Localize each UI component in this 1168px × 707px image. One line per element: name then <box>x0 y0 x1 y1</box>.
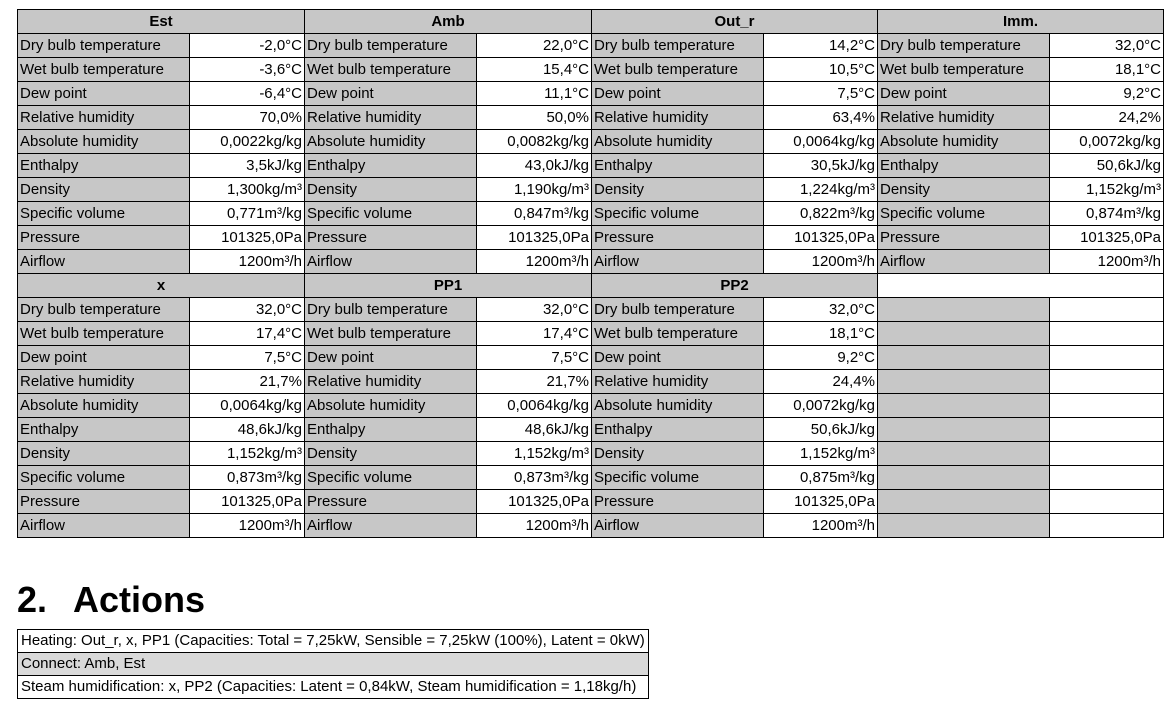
property-label: Specific volume <box>592 202 764 226</box>
property-value: 1200m³/h <box>190 250 305 274</box>
property-value: 9,2°C <box>1050 82 1164 106</box>
property-value: -2,0°C <box>190 34 305 58</box>
empty-cell <box>878 490 1050 514</box>
property-value: 0,0082kg/kg <box>477 130 592 154</box>
property-label: Specific volume <box>18 202 190 226</box>
property-label: Absolute humidity <box>592 394 764 418</box>
table-row <box>18 58 1164 82</box>
action-row <box>18 676 649 699</box>
point-name-header: Out_r <box>592 10 878 34</box>
property-label: Dry bulb temperature <box>18 298 190 322</box>
property-value: 15,4°C <box>477 58 592 82</box>
property-value: 32,0°C <box>190 298 305 322</box>
section-title: Actions <box>73 579 206 620</box>
property-label: Dry bulb temperature <box>592 298 764 322</box>
property-value: 0,874m³/kg <box>1050 202 1164 226</box>
property-value: 101325,0Pa <box>190 490 305 514</box>
empty-cell <box>1050 442 1164 466</box>
empty-cell <box>1050 418 1164 442</box>
property-value: 24,2% <box>1050 106 1164 130</box>
empty-cell <box>878 442 1050 466</box>
property-label: Specific volume <box>592 466 764 490</box>
empty-cell <box>1050 466 1164 490</box>
property-label: Relative humidity <box>18 106 190 130</box>
empty-cell <box>878 346 1050 370</box>
table-row <box>18 346 1164 370</box>
property-value: 0,0064kg/kg <box>764 130 878 154</box>
property-label: Relative humidity <box>878 106 1050 130</box>
property-value: 1,190kg/m³ <box>477 178 592 202</box>
property-value: 0,771m³/kg <box>190 202 305 226</box>
property-value: 50,6kJ/kg <box>764 418 878 442</box>
property-value: 1200m³/h <box>190 514 305 538</box>
point-name-header: PP2 <box>592 274 878 298</box>
property-value: 32,0°C <box>764 298 878 322</box>
property-value: 11,1°C <box>477 82 592 106</box>
empty-cell <box>1050 514 1164 538</box>
action-cell: Heating: Out_r, x, PP1 (Capacities: Total = 7,25kW, Sensible = 7,25kW (100%), Latent = 0kW) <box>18 630 649 653</box>
property-label: Dew point <box>305 346 477 370</box>
property-label: Airflow <box>305 514 477 538</box>
property-label: Absolute humidity <box>878 130 1050 154</box>
property-value: 0,875m³/kg <box>764 466 878 490</box>
property-label: Relative humidity <box>305 106 477 130</box>
property-label: Absolute humidity <box>305 130 477 154</box>
property-value: 70,0% <box>190 106 305 130</box>
property-label: Airflow <box>305 250 477 274</box>
property-value: 3,5kJ/kg <box>190 154 305 178</box>
empty-cell <box>1050 394 1164 418</box>
property-label: Relative humidity <box>592 370 764 394</box>
property-value: 43,0kJ/kg <box>477 154 592 178</box>
property-value: 0,0022kg/kg <box>190 130 305 154</box>
property-value: 10,5°C <box>764 58 878 82</box>
property-value: 21,7% <box>190 370 305 394</box>
property-label: Dew point <box>592 82 764 106</box>
property-label: Airflow <box>18 250 190 274</box>
table-row <box>18 106 1164 130</box>
property-value: 7,5°C <box>190 346 305 370</box>
psychrometric-points-table <box>17 9 1164 538</box>
property-label: Pressure <box>18 490 190 514</box>
property-value: 101325,0Pa <box>764 226 878 250</box>
property-value: 63,4% <box>764 106 878 130</box>
property-label: Enthalpy <box>592 418 764 442</box>
empty-cell <box>878 514 1050 538</box>
property-label: Pressure <box>18 226 190 250</box>
property-label: Dew point <box>18 82 190 106</box>
property-value: 101325,0Pa <box>477 226 592 250</box>
property-value: 0,847m³/kg <box>477 202 592 226</box>
property-value: 48,6kJ/kg <box>477 418 592 442</box>
property-label: Enthalpy <box>18 154 190 178</box>
property-value: 0,873m³/kg <box>477 466 592 490</box>
property-value: 1,152kg/m³ <box>764 442 878 466</box>
action-row <box>18 653 649 676</box>
point-name-header: PP1 <box>305 274 592 298</box>
property-label: Absolute humidity <box>18 130 190 154</box>
empty-cell <box>878 298 1050 322</box>
point-name-header: Imm. <box>878 10 1164 34</box>
point-header-row <box>18 274 1164 298</box>
point-name-header: Amb <box>305 10 592 34</box>
table-row <box>18 34 1164 58</box>
property-label: Relative humidity <box>18 370 190 394</box>
empty-cell <box>878 322 1050 346</box>
table-row <box>18 298 1164 322</box>
table-row <box>18 82 1164 106</box>
empty-cell <box>1050 490 1164 514</box>
property-value: 7,5°C <box>764 82 878 106</box>
action-cell: Connect: Amb, Est <box>18 653 649 676</box>
property-label: Dew point <box>878 82 1050 106</box>
property-value: 1,224kg/m³ <box>764 178 878 202</box>
property-value: 22,0°C <box>477 34 592 58</box>
empty-cell <box>878 394 1050 418</box>
property-value: 1,152kg/m³ <box>1050 178 1164 202</box>
property-value: 21,7% <box>477 370 592 394</box>
property-value: 1,300kg/m³ <box>190 178 305 202</box>
property-value: 0,822m³/kg <box>764 202 878 226</box>
table-row <box>18 466 1164 490</box>
property-label: Wet bulb temperature <box>592 58 764 82</box>
table-row <box>18 250 1164 274</box>
empty-cell <box>1050 370 1164 394</box>
table-row <box>18 178 1164 202</box>
property-label: Enthalpy <box>592 154 764 178</box>
property-value: 0,0064kg/kg <box>477 394 592 418</box>
property-label: Pressure <box>305 226 477 250</box>
property-label: Relative humidity <box>592 106 764 130</box>
property-value: 101325,0Pa <box>1050 226 1164 250</box>
empty-cell <box>878 274 1164 298</box>
property-value: 1200m³/h <box>477 514 592 538</box>
property-label: Relative humidity <box>305 370 477 394</box>
property-label: Dry bulb temperature <box>878 34 1050 58</box>
table-row <box>18 490 1164 514</box>
property-label: Pressure <box>878 226 1050 250</box>
property-value: -3,6°C <box>190 58 305 82</box>
property-value: 0,873m³/kg <box>190 466 305 490</box>
property-label: Wet bulb temperature <box>18 58 190 82</box>
property-label: Absolute humidity <box>18 394 190 418</box>
property-label: Density <box>18 442 190 466</box>
property-label: Wet bulb temperature <box>305 58 477 82</box>
property-label: Wet bulb temperature <box>878 58 1050 82</box>
table-row <box>18 322 1164 346</box>
property-label: Airflow <box>18 514 190 538</box>
property-value: 14,2°C <box>764 34 878 58</box>
property-label: Wet bulb temperature <box>592 322 764 346</box>
property-label: Wet bulb temperature <box>18 322 190 346</box>
property-value: 17,4°C <box>190 322 305 346</box>
property-label: Airflow <box>592 514 764 538</box>
action-cell: Steam humidification: x, PP2 (Capacities: Latent = 0,84kW, Steam humidification = 1,18kg/h) <box>18 676 649 699</box>
table-row <box>18 202 1164 226</box>
property-label: Enthalpy <box>878 154 1050 178</box>
section-number: 2. <box>17 579 48 620</box>
property-label: Dew point <box>592 346 764 370</box>
property-value: 1200m³/h <box>477 250 592 274</box>
empty-cell <box>1050 322 1164 346</box>
property-value: 50,0% <box>477 106 592 130</box>
property-label: Density <box>305 442 477 466</box>
table-row <box>18 394 1164 418</box>
property-value: 24,4% <box>764 370 878 394</box>
property-label: Enthalpy <box>305 154 477 178</box>
property-value: 1200m³/h <box>764 250 878 274</box>
property-label: Dry bulb temperature <box>305 34 477 58</box>
property-label: Dew point <box>305 82 477 106</box>
property-value: 50,6kJ/kg <box>1050 154 1164 178</box>
empty-cell <box>878 418 1050 442</box>
property-label: Density <box>592 178 764 202</box>
property-label: Airflow <box>592 250 764 274</box>
property-label: Enthalpy <box>18 418 190 442</box>
property-value: 101325,0Pa <box>764 490 878 514</box>
property-value: 101325,0Pa <box>477 490 592 514</box>
point-name-header: x <box>18 274 305 298</box>
property-value: 17,4°C <box>477 322 592 346</box>
property-value: 48,6kJ/kg <box>190 418 305 442</box>
section-heading <box>17 579 205 621</box>
property-value: 30,5kJ/kg <box>764 154 878 178</box>
property-label: Dry bulb temperature <box>305 298 477 322</box>
property-value: 18,1°C <box>764 322 878 346</box>
point-name-header: Est <box>18 10 305 34</box>
table-row <box>18 370 1164 394</box>
property-label: Specific volume <box>305 202 477 226</box>
property-label: Density <box>592 442 764 466</box>
property-label: Dry bulb temperature <box>18 34 190 58</box>
property-label: Wet bulb temperature <box>305 322 477 346</box>
empty-cell <box>878 466 1050 490</box>
property-label: Pressure <box>305 490 477 514</box>
table-row <box>18 514 1164 538</box>
empty-cell <box>878 370 1050 394</box>
property-label: Dry bulb temperature <box>592 34 764 58</box>
property-value: 101325,0Pa <box>190 226 305 250</box>
empty-cell <box>1050 346 1164 370</box>
empty-cell <box>1050 298 1164 322</box>
table-row <box>18 154 1164 178</box>
property-label: Density <box>878 178 1050 202</box>
point-header-row <box>18 10 1164 34</box>
property-label: Enthalpy <box>305 418 477 442</box>
property-label: Pressure <box>592 490 764 514</box>
table-row <box>18 442 1164 466</box>
property-value: 32,0°C <box>477 298 592 322</box>
property-value: 1,152kg/m³ <box>190 442 305 466</box>
property-value: 1200m³/h <box>1050 250 1164 274</box>
property-value: -6,4°C <box>190 82 305 106</box>
property-value: 0,0072kg/kg <box>764 394 878 418</box>
property-label: Specific volume <box>18 466 190 490</box>
table-row <box>18 130 1164 154</box>
property-label: Absolute humidity <box>592 130 764 154</box>
property-label: Density <box>18 178 190 202</box>
table-row <box>18 418 1164 442</box>
action-row <box>18 630 649 653</box>
property-label: Specific volume <box>878 202 1050 226</box>
property-label: Density <box>305 178 477 202</box>
property-value: 32,0°C <box>1050 34 1164 58</box>
property-label: Pressure <box>592 226 764 250</box>
property-value: 1,152kg/m³ <box>477 442 592 466</box>
table-row <box>18 226 1164 250</box>
property-label: Specific volume <box>305 466 477 490</box>
property-label: Absolute humidity <box>305 394 477 418</box>
property-value: 1200m³/h <box>764 514 878 538</box>
property-label: Dew point <box>18 346 190 370</box>
actions-table <box>17 629 649 699</box>
property-value: 0,0072kg/kg <box>1050 130 1164 154</box>
property-label: Airflow <box>878 250 1050 274</box>
property-value: 9,2°C <box>764 346 878 370</box>
property-value: 0,0064kg/kg <box>190 394 305 418</box>
property-value: 18,1°C <box>1050 58 1164 82</box>
property-value: 7,5°C <box>477 346 592 370</box>
